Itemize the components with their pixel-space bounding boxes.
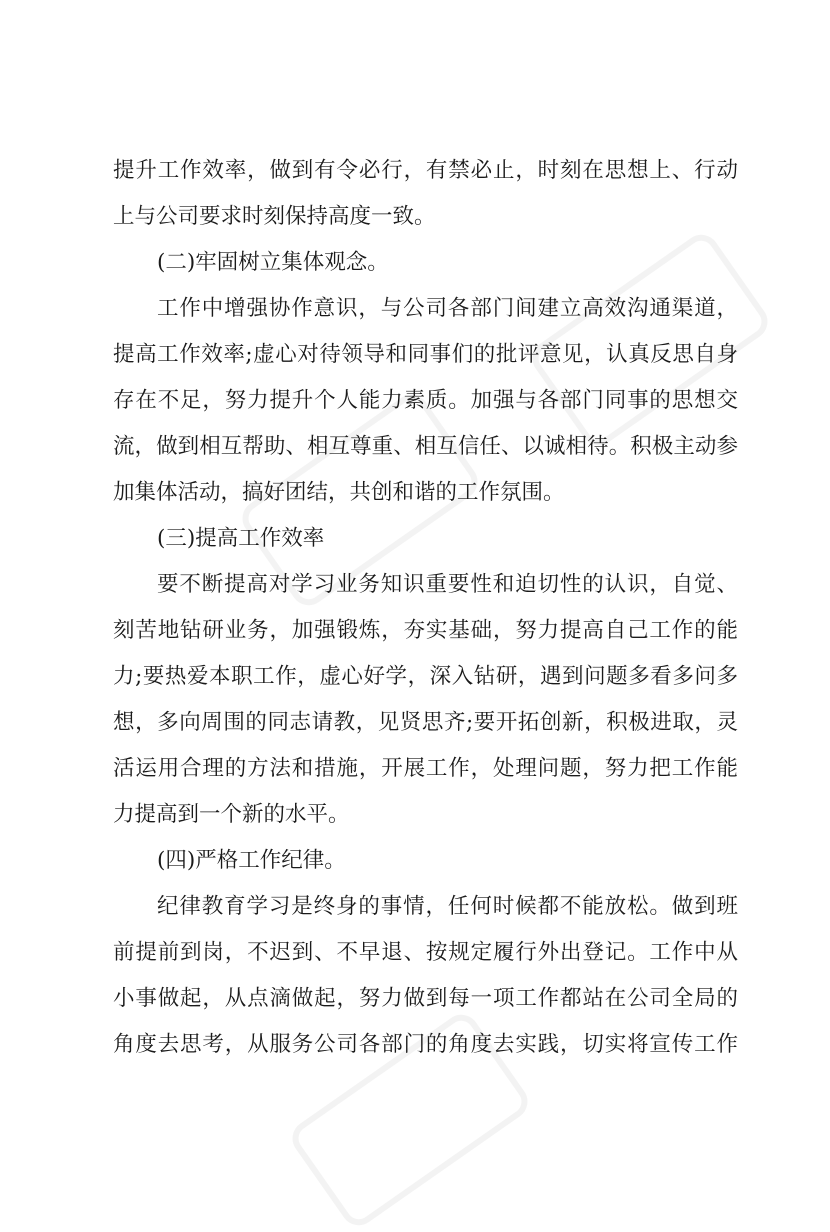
text-line: 前提前到岗，不迟到、不早退、按规定履行外出登记。工作中从	[113, 940, 738, 965]
section-heading-4: (四)严格工作纪律。	[157, 848, 346, 873]
text-line: 小事做起，从点滴做起，努力做到每一项工作都站在公司全局的	[113, 986, 738, 1011]
text-line: 工作中增强协作意识，与公司各部门间建立高效沟通渠道，	[157, 296, 738, 321]
text-line: 加集体活动，搞好团结，共创和谐的工作氛围。	[113, 480, 565, 505]
text-line: 角度去思考，从服务公司各部门的角度去实践，切实将宣传工作	[113, 1032, 738, 1057]
text-line: 提高工作效率;虚心对待领导和同事们的批评意见，认真反思自身	[113, 342, 738, 367]
body-text	[113, 148, 738, 1068]
text-line: 流，做到相互帮助、相互尊重、相互信任、以诚相待。积极主动参	[113, 434, 738, 459]
text-line: 提升工作效率，做到有令必行，有禁必止，时刻在思想上、行动	[113, 158, 738, 183]
text-line: 要不断提高对学习业务知识重要性和迫切性的认识，自觉、	[157, 572, 738, 597]
section-heading-3: (三)提高工作效率	[157, 526, 325, 551]
section-heading-2: (二)牢固树立集体观念。	[157, 250, 389, 275]
text-line: 纪律教育学习是终身的事情，任何时候都不能放松。做到班	[157, 894, 738, 919]
text-line: 力提高到一个新的水平。	[113, 802, 350, 827]
text-line: 活运用合理的方法和措施，开展工作，处理问题，努力把工作能	[113, 756, 738, 781]
text-line: 上与公司要求时刻保持高度一致。	[113, 204, 436, 229]
text-line: 存在不足，努力提升个人能力素质。加强与各部门同事的思想交	[113, 388, 738, 413]
text-line: 想，多向周围的同志请教，见贤思齐;要开拓创新，积极进取，灵	[113, 710, 738, 735]
text-line: 力;要热爱本职工作，虚心好学，深入钻研，遇到问题多看多问多	[113, 664, 738, 689]
text-line: 刻苦地钻研业务，加强锻炼，夯实基础，努力提高自己工作的能	[113, 618, 738, 643]
